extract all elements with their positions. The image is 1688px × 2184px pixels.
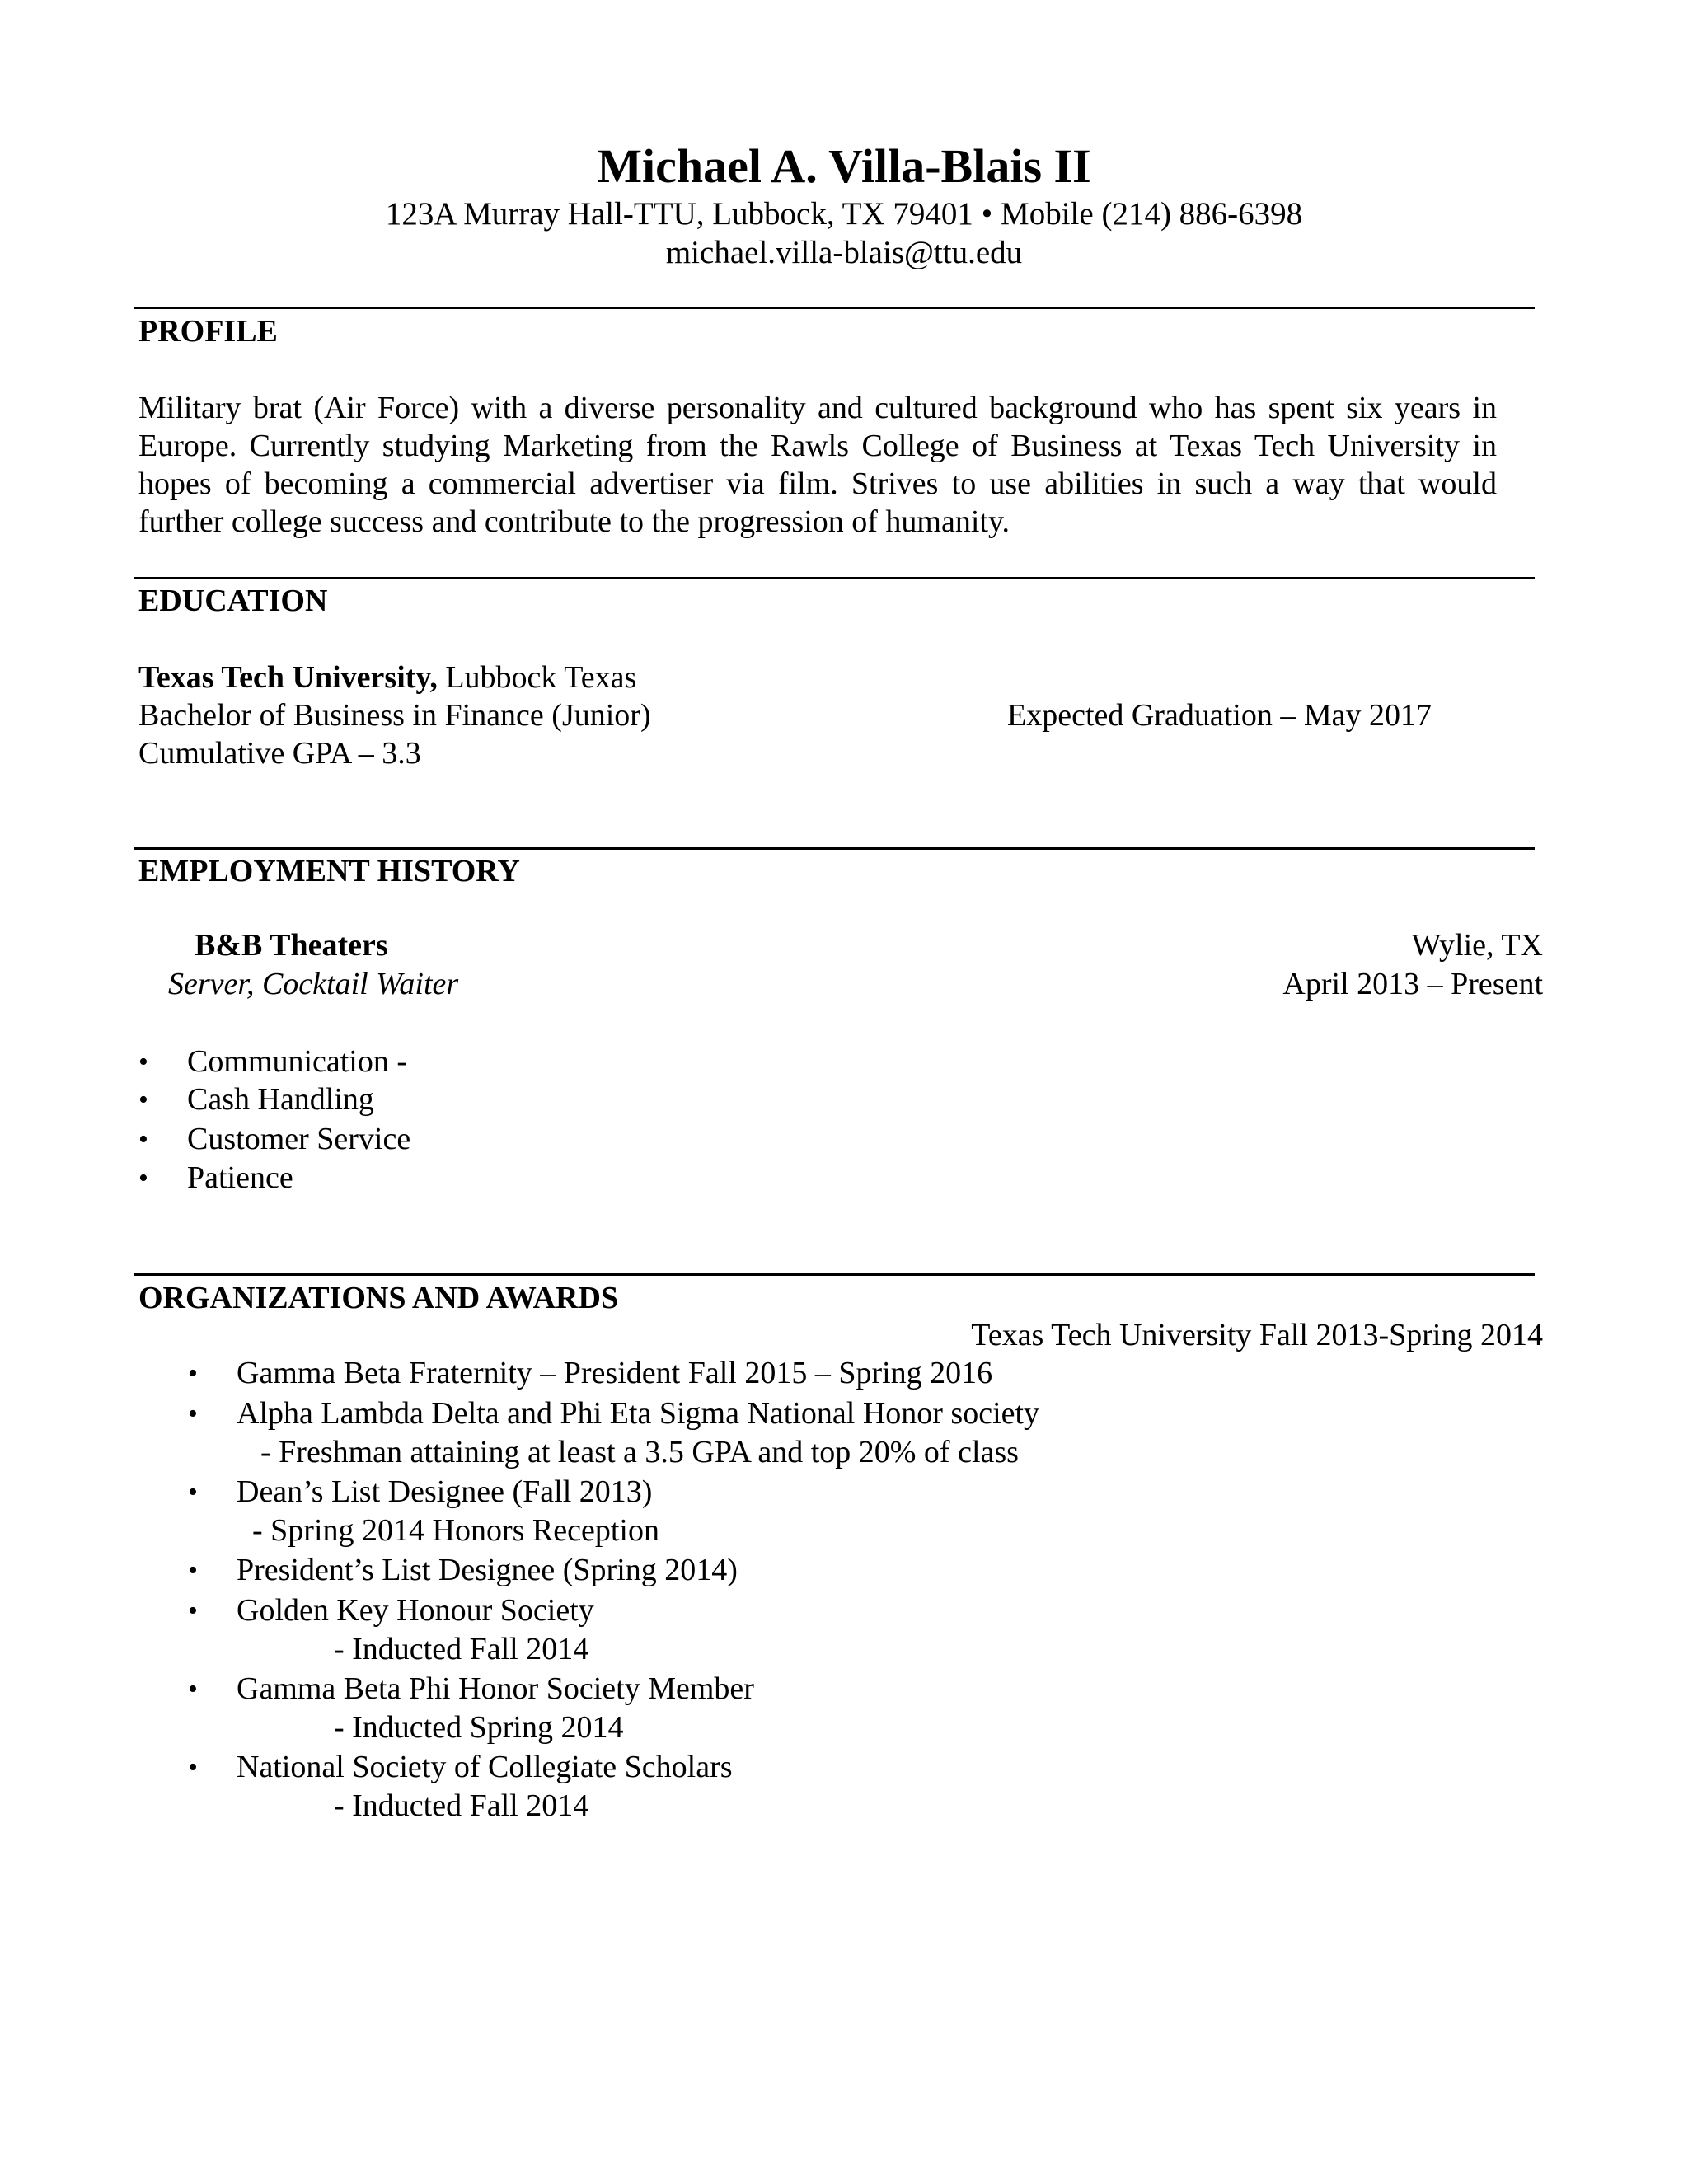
- school-location: Lubbock Texas: [445, 660, 637, 695]
- skill-item: Customer Service: [187, 1122, 411, 1156]
- profile-heading: PROFILE: [138, 314, 278, 349]
- section-divider: [134, 577, 1535, 579]
- employer-name: B&B Theaters: [195, 928, 388, 963]
- award-subitem: - Spring 2014 Honors Reception: [252, 1513, 659, 1548]
- bullet-icon: •: [138, 1047, 148, 1077]
- bullet-icon: •: [138, 1163, 148, 1193]
- skill-item: Cash Handling: [187, 1082, 374, 1117]
- employer-location: Wylie, TX: [1411, 928, 1543, 963]
- job-dates: April 2013 – Present: [1282, 967, 1543, 1001]
- job-title: Server, Cocktail Waiter: [168, 967, 459, 1001]
- award-subitem: - Inducted Fall 2014: [334, 1632, 589, 1666]
- award-item: Gamma Beta Fraternity – President Fall 2015 – Spring 2016: [237, 1356, 993, 1390]
- organizations-school-dates: Texas Tech University Fall 2013-Spring 2014: [971, 1318, 1543, 1352]
- bullet-icon: •: [138, 1124, 148, 1155]
- award-item: Dean’s List Designee (Fall 2013): [237, 1474, 653, 1509]
- profile-line: hopes of becoming a commercial advertiser via film. Strives to use abilities in such a way that would: [138, 466, 1497, 501]
- award-subitem: - Inducted Fall 2014: [334, 1788, 589, 1823]
- gpa: Cumulative GPA – 3.3: [138, 736, 421, 771]
- organizations-heading: ORGANIZATIONS AND AWARDS: [138, 1281, 619, 1315]
- degree: Bachelor of Business in Finance (Junior): [138, 698, 651, 733]
- profile-line: Military brat (Air Force) with a diverse personality and cultured background who has spent six years in: [138, 391, 1497, 425]
- education-school-line: [138, 659, 636, 696]
- skill-item: Communication -: [187, 1044, 408, 1079]
- award-item: Gamma Beta Phi Honor Society Member: [237, 1671, 754, 1706]
- section-divider: [134, 847, 1535, 850]
- profile-line: Europe. Currently studying Marketing from the Rawls College of Business at Texas Tech University in: [138, 429, 1497, 463]
- employment-heading: EMPLOYMENT HISTORY: [138, 854, 520, 888]
- bullet-icon: •: [188, 1555, 198, 1586]
- profile-line: further college success and contribute to the progression of humanity.: [138, 504, 1010, 539]
- award-item: President’s List Designee (Spring 2014): [237, 1553, 738, 1587]
- bullet-icon: •: [188, 1399, 198, 1429]
- section-divider: [134, 1273, 1535, 1276]
- bullet-icon: •: [188, 1674, 198, 1704]
- education-heading: EDUCATION: [138, 583, 328, 618]
- section-divider: [134, 307, 1535, 309]
- bullet-icon: •: [188, 1358, 198, 1389]
- bullet-icon: •: [188, 1752, 198, 1783]
- award-item: Golden Key Honour Society: [237, 1593, 594, 1628]
- award-item: National Society of Collegiate Scholars: [237, 1750, 733, 1784]
- candidate-name: Michael A. Villa-Blais II: [597, 139, 1091, 193]
- expected-graduation: Expected Graduation – May 2017: [1007, 698, 1432, 733]
- award-item: Alpha Lambda Delta and Phi Eta Sigma National Honor society: [237, 1396, 1040, 1431]
- contact-address: 123A Murray Hall-TTU, Lubbock, TX 79401 • Mobile (214) 886-6398: [385, 196, 1303, 232]
- school-name: Texas Tech University,: [138, 660, 438, 695]
- bullet-icon: •: [138, 1085, 148, 1115]
- contact-email: michael.villa-blais@ttu.edu: [665, 235, 1023, 270]
- profile-paragraph: [138, 389, 1497, 541]
- award-subitem: - Freshman attaining at least a 3.5 GPA and top 20% of class: [260, 1435, 1019, 1469]
- award-subitem: - Inducted Spring 2014: [334, 1710, 624, 1745]
- bullet-icon: •: [188, 1477, 198, 1507]
- skill-item: Patience: [187, 1160, 293, 1195]
- bullet-icon: •: [188, 1596, 198, 1626]
